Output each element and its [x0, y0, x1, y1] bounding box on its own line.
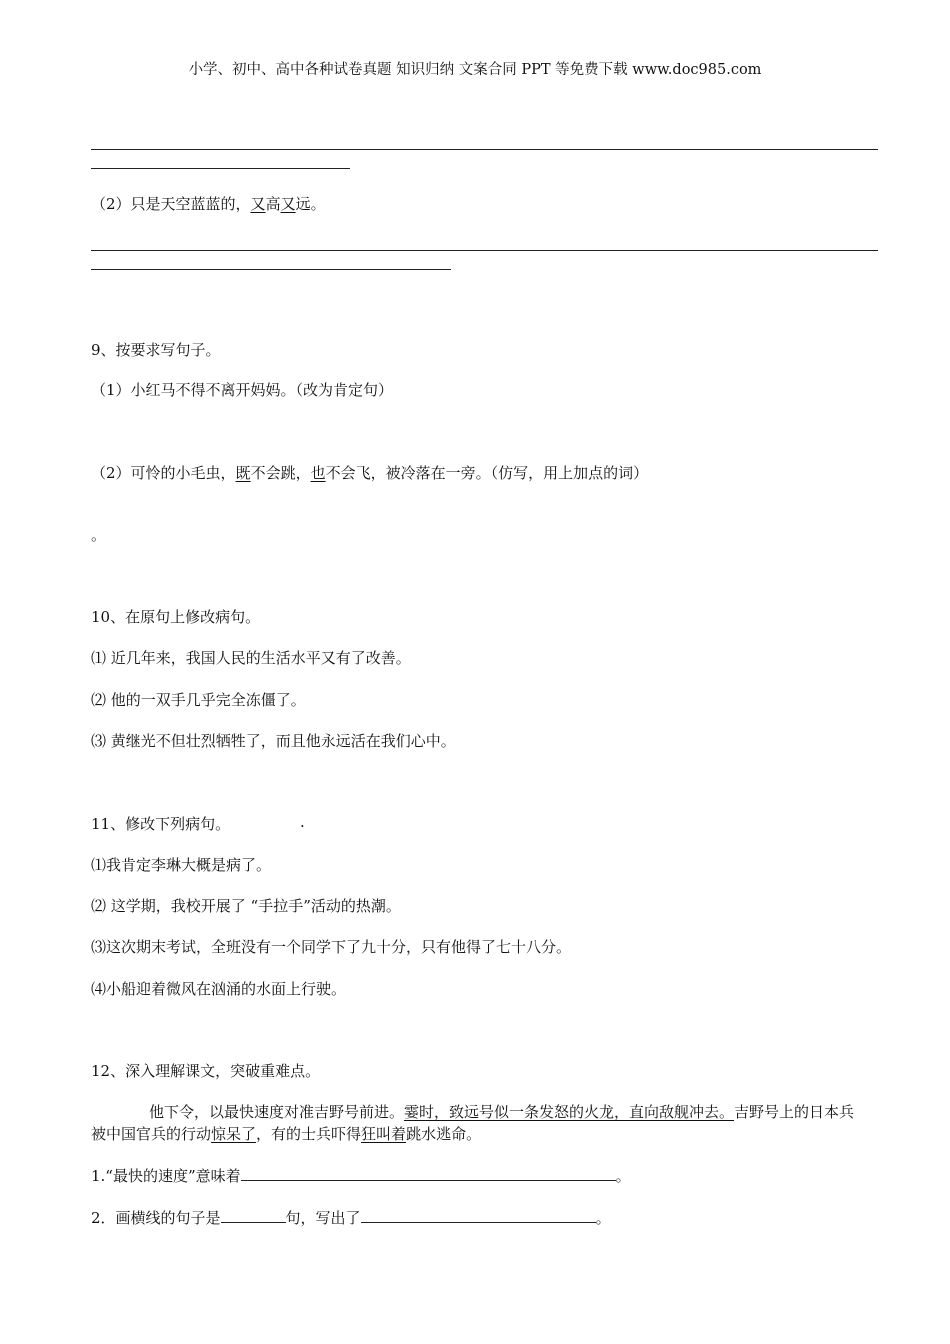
answer-line	[91, 269, 451, 270]
underlined-word: 既	[235, 464, 251, 482]
underlined-word: 惊呆了	[211, 1125, 257, 1143]
q10-item-1: ⑴ 近几年来，我国人民的生活水平又有了改善。	[91, 649, 411, 667]
q12-sub-1-end: 。	[615, 1167, 631, 1185]
q8-item-2-suffix: 远。	[295, 195, 326, 213]
q12-sub-2-mid: 句，写出了	[285, 1209, 361, 1227]
q11-title: 11、修改下列病句。	[91, 815, 231, 833]
page-header: 小学、初中、高中各种试卷真题 知识归纳 文案合同 PPT 等免费下载 www.doc985.com	[188, 62, 762, 78]
q12-sub-2-end: 。	[595, 1209, 611, 1227]
q12-sub-1	[91, 1165, 631, 1186]
passage-part-a: 他下令，以最快速度对准吉野号前进。	[149, 1103, 405, 1121]
underlined-word: 又	[280, 195, 296, 213]
underlined-sentence: 霎时，致远号似一条发怒的火龙，直向敌舰冲去。	[404, 1103, 735, 1121]
q10-title: 10、在原句上修改病句。	[91, 608, 261, 626]
q11-item-3: ⑶这次期末考试，全班没有一个同学下了九十分，只有他得了七十八分。	[91, 938, 572, 956]
passage-part-b: 吉野号上的日本兵被中国官兵的行动	[91, 1103, 855, 1143]
q8-item-2-mid: 高	[265, 195, 281, 213]
q11-item-1: ⑴我肯定李琳大概是病了。	[91, 856, 272, 874]
q9-end-mark: 。	[91, 526, 107, 544]
q11-title-dot: .	[300, 813, 305, 831]
passage-part-c: ，有的士兵吓得	[256, 1125, 362, 1143]
q12-sub-1-prompt: 1.“最快的速度”意味着	[91, 1167, 241, 1185]
answer-line	[91, 149, 878, 150]
underlined-word: 狂叫着	[361, 1125, 407, 1143]
q11-item-2: ⑵ 这学期，我校开展了 “手拉手”活动的热潮。	[91, 897, 401, 915]
answer-line	[91, 168, 350, 169]
q8-item-2-prefix: （2）只是天空蓝蓝的，	[91, 195, 251, 213]
q11-item-4: ⑷小船迎着微风在汹涌的水面上行驶。	[91, 980, 347, 998]
q10-item-2: ⑵ 他的一双手几乎完全冻僵了。	[91, 691, 306, 709]
q9-item-2	[91, 462, 648, 483]
q9-item-2-part-a: （2）可怜的小毛虫，	[91, 464, 236, 482]
q12-passage	[91, 1101, 861, 1145]
q9-item-2-part-c: 不会飞，被冷落在一旁。（仿写，用上加点的词）	[325, 464, 649, 482]
q12-sub-2	[91, 1207, 611, 1228]
answer-blank[interactable]	[221, 1208, 286, 1223]
q10-item-3: ⑶ 黄继光不但壮烈牺牲了，而且他永远活在我们心中。	[91, 732, 456, 750]
q12-sub-2-prompt: 2．画横线的句子是	[91, 1209, 221, 1227]
q12-title: 12、深入理解课文，突破重难点。	[91, 1062, 321, 1080]
answer-line	[91, 250, 878, 251]
q9-item-1: （1）小红马不得不离开妈妈。（改为肯定句）	[91, 381, 394, 399]
q8-item-2	[91, 193, 326, 214]
q9-item-2-part-b: 不会跳，	[250, 464, 311, 482]
answer-blank[interactable]	[241, 1166, 616, 1181]
underlined-word: 也	[310, 464, 326, 482]
underlined-word: 又	[250, 195, 266, 213]
passage-part-d: 跳水逃命。	[406, 1125, 482, 1143]
q9-title: 9、按要求写句子。	[91, 341, 221, 359]
answer-blank[interactable]	[361, 1208, 596, 1223]
